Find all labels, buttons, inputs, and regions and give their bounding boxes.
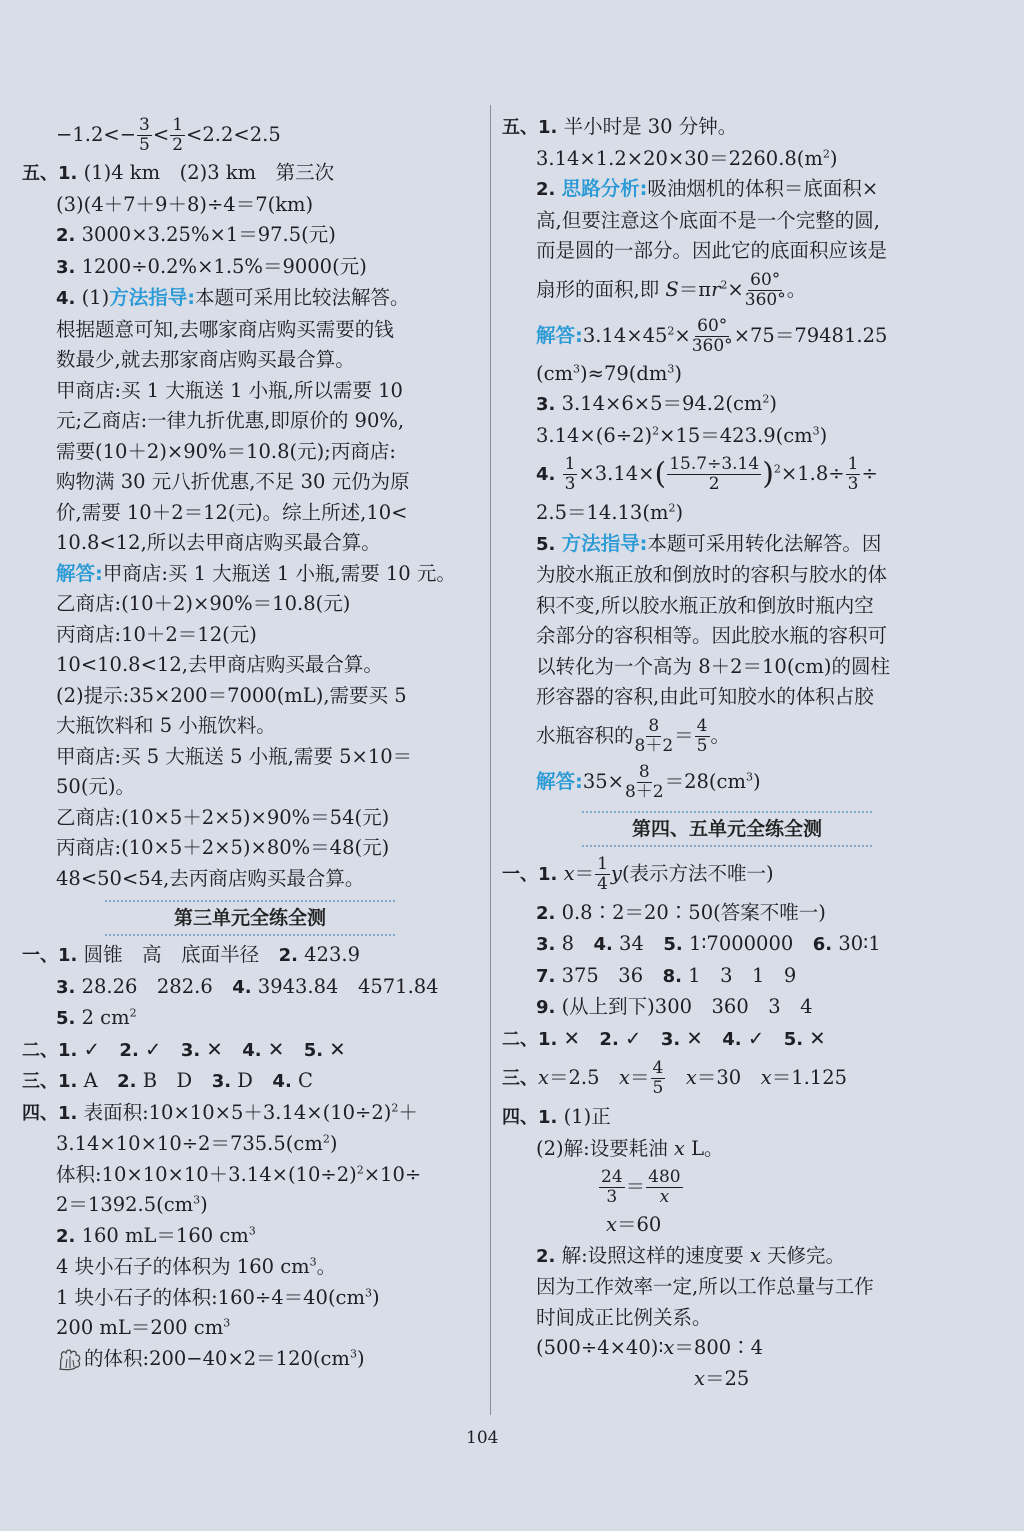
answer-line: 根据题意可知,去哪家商店购买需要的钱 [56, 317, 394, 341]
answer-line: $3.14\times 10\times 10\div 2=735.5(cm^2)$ [56, 1132, 338, 1155]
answer-line: 48<50<54,去丙商店购买最合算。 [56, 866, 365, 890]
answer-line: 解答$:3.14\times 45^2\times$ $\frac{60^\circ}{360^\circ}$ ×75＝79481.25 [536, 315, 888, 356]
answer-line: 3. 8 4. 34 5. 1∶7000000 6. 30∶1 [536, 932, 881, 955]
answer-line: 2. 思路分析:吸油烟机的体积＝底面积× [536, 177, 879, 200]
answer-line: 2. 160 mL＝160 $cm^3$ [56, 1223, 256, 1247]
answer-line: 2. 解:设照这样的速度要 x 天修完。 [536, 1243, 846, 1267]
answer-line: 乙商店:(10＋2)×90%＝10.8(元) [56, 592, 351, 615]
answer-line: 解答:甲商店:买 1 大瓶送 1 小瓶,需要 10 元。 [56, 561, 456, 585]
coral-icon [56, 1347, 84, 1371]
answer-line: 四、1. 表面积$:10\times 10\times 5+3.14\times(10\div 2)^2+$ [22, 1100, 418, 1124]
method-label: 方法指导: [561, 531, 648, 555]
answer-line: $\frac{24}{3}$ ＝ $\frac{480}{x}$ [601, 1167, 681, 1207]
answer-line: $3.14\times 1.2\times 20\times 30=2260.8(m^2)$ [536, 146, 838, 170]
right-column [502, 112, 952, 1394]
section-title-unit4-5: 第四、五单元全练全测 [582, 811, 872, 847]
answer-line: 200 mL＝200 $cm^3$ [56, 1316, 231, 1339]
answer-line: 三、x＝2.5 x＝ $\frac{4}{5}$ x＝30 x＝1.125 [502, 1058, 848, 1098]
answer-line: 10<10.8<12,去甲商店购买最合算。 [56, 653, 383, 676]
answer-line: 3. $3.14\times 6\times 5=94.2(cm^2)$ [536, 392, 778, 415]
answer-line: 4. (1)方法指导:本题可采用比较法解答。 [56, 286, 410, 309]
answer-line: 1 块小石子的体积$:160\div 4=40(cm^3)$ [56, 1285, 380, 1309]
answer-line: 5. 方法指导:本题可采用转化法解答。因 [536, 531, 882, 555]
answer-line: (3)(4＋7＋9＋8)÷4＝7(km) [56, 192, 314, 216]
answer-line: 2. 0.8∶2＝20∶50(答案不唯一) [536, 900, 826, 924]
answer-line: 一、1. x＝ $\frac{1}{4}$ y(表示方法不唯一) [502, 853, 774, 894]
left-column [22, 112, 478, 1374]
answer-line: 四、1. (1)正 [502, 1105, 611, 1128]
answer-line: 因为工作效率一定,所以工作总量与工作 [536, 1275, 874, 1298]
page-number: 104 [466, 1428, 499, 1448]
answer-line: 以转化为一个高为 8＋2＝10(cm)的圆柱 [536, 654, 890, 678]
answer-line: (500÷4×40)∶x＝800∶4 [536, 1336, 764, 1359]
answer-line: 甲商店:买 5 大瓶送 5 小瓶,需要 5×10＝ [56, 744, 413, 768]
inequality-line: −1.2<− $\frac{3}{5}$ < $\frac{1}{2}$ <2.2<2.5 [56, 115, 281, 155]
answer-line: 余部分的容积相等。因此胶水瓶的容积可 [536, 624, 888, 647]
answer-line: $(cm^3)\approx 79(dm^3)$ [536, 361, 682, 385]
answer-label: 解答: [536, 769, 583, 793]
answer-line: 扇形的面积,即 $S=\pi r^2\times$ $\frac{60^\circ}{360^\circ}$ 。 [536, 269, 807, 310]
answer-line: 10.8<12,所以去甲商店购买最合算。 [56, 531, 381, 554]
answer-line: 50(元)。 [56, 775, 136, 798]
answer-line: 解答:35× $\frac{8}{8+2}$ $=28(cm^3)$ [536, 761, 761, 802]
answer-line: 甲商店:买 1 大瓶送 1 小瓶,所以需要 10 [56, 378, 403, 402]
answer-line: 体积$:10\times 10\times 10+3.14\times(10\div 2)^2\times 10\div$ [56, 1162, 422, 1186]
answer-line: $2=1392.5(cm^3)$ [56, 1193, 208, 1216]
answer-line: 五、1. 半小时是 30 分钟。 [502, 115, 738, 138]
answer-line: 而是圆的一部分。因此它的底面积应该是 [536, 239, 888, 262]
answer-line: 需要(10＋2)×90%＝10.8(元);丙商店: [56, 439, 396, 463]
answer-line: x＝25 [694, 1366, 750, 1390]
column-divider [490, 105, 491, 1415]
answer-line: $2.5=14.13(m^2)$ [536, 501, 684, 524]
answer-line: 价,需要 10＋2＝12(元)。综上所述,10< [56, 500, 408, 524]
answer-line: 7. 375 36 8. 1 3 1 9 [536, 963, 797, 987]
method-label: 方法指导: [109, 286, 196, 309]
answer-line: 2. 3000×3.25%×1＝97.5(元) [56, 223, 336, 246]
answer-line: 形容器的容积,由此可知胶水的体积占胶 [536, 685, 874, 708]
answer-line: x＝60 [606, 1213, 662, 1236]
answer-line: 4. $\frac{1}{3}$ ×3.14×( $\frac{15.7\div 3.14}{2}$ )$^2$×1.8÷ $\frac{1}{3}$ ÷ [536, 454, 878, 494]
answer-line: 二、1. ✓ 2. ✓ 3. ✕ 4. ✕ 5. ✕ [22, 1037, 346, 1061]
answer-label: 解答: [56, 561, 103, 585]
answer-line: 水瓶容积的 $\frac{8}{8+2}$ ＝ $\frac{4}{5}$ 。 [536, 715, 731, 756]
answer-line: (2)解:设要耗油 x L。 [536, 1136, 724, 1160]
answer-line: 为胶水瓶正放和倒放时的容积与胶水的体 [536, 563, 888, 586]
answer-label: 解答: [536, 323, 583, 347]
answer-line: 二、1. ✕ 2. ✓ 3. ✕ 4. ✓ 5. ✕ [502, 1026, 826, 1050]
answer-line: $3.14\times(6\div 2)^2\times 15=423.9(cm^3)$ [536, 423, 828, 447]
answer-line: 积不变,所以胶水瓶正放和倒放时瓶内空 [536, 593, 874, 617]
answer-line: 丙商店:10＋2＝12(元) [56, 622, 257, 646]
answer-line: 3. 28.26 282.6 4. 3943.84 4571.84 [56, 974, 439, 998]
answer-line: 乙商店:(10×5＋2×5)×90%＝54(元) [56, 805, 390, 829]
answer-line: 3. 1200÷0.2%×1.5%＝9000(元) [56, 254, 367, 278]
answer-line: 丙商店:(10×5＋2×5)×80%＝48(元) [56, 836, 390, 859]
answer-line: 高,但要注意这个底面不是一个完整的圆, [536, 208, 880, 232]
analysis-label: 思路分析: [561, 177, 648, 200]
answer-line: 大瓶饮料和 5 小瓶饮料。 [56, 714, 276, 737]
answer-line: 4 块小石子的体积为 160 $cm^3$。 [56, 1255, 337, 1278]
answer-line: 元;乙商店:一律九折优惠,即原价的 90%, [56, 409, 405, 432]
answer-line: 数最少,就去那家商店购买最合算。 [56, 348, 355, 371]
answer-line: 时间成正比例关系。 [536, 1305, 712, 1329]
answer-line: 购物满 30 元八折优惠,不足 30 元仍为原 [56, 470, 410, 493]
answer-line: 的体积$:200-40\times 2=120(cm^3)$ [22, 1344, 478, 1375]
section-title-unit3: 第三单元全练全测 [105, 900, 395, 936]
answer-line: 9. (从上到下)300 360 3 4 [536, 995, 813, 1018]
answer-line: 一、1. 圆锥 高 底面半径 2. 423.9 [22, 943, 360, 966]
answer-line: 五、1. (1)4 km (2)3 km 第三次 [22, 161, 335, 184]
answer-line: (2)提示:35×200＝7000(mL),需要买 5 [56, 683, 407, 707]
answer-line: 三、1. A 2. B D 3. D 4. C [22, 1069, 313, 1092]
answer-line: 5. 2 $cm^2$ [56, 1006, 137, 1029]
